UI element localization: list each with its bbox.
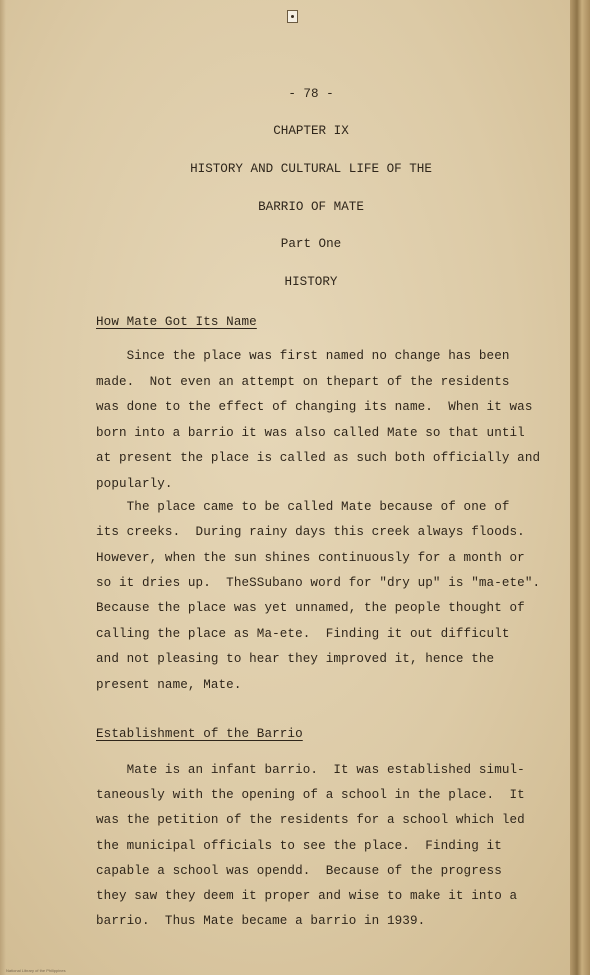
body-line: Mate is an infant barrio. It was established simul- [96,763,525,777]
part-heading: Part One [280,237,342,251]
body-line: was the petition of the residents for a school which led [96,813,525,827]
chapter-title-line-2: BARRIO OF MATE [258,200,364,214]
section-heading: HISTORY [284,275,338,289]
chapter-title-line-1: HISTORY AND CULTURAL LIFE OF THE [190,162,432,176]
body-line: capable a school was opendd. Because of the progress [96,864,502,878]
body-line: they saw they deem it proper and wise to make it into a [96,889,518,903]
body-line: its creeks. During rainy days this creek always floods. [96,525,525,539]
body-line: Since the place was first named no change has been [96,349,510,363]
body-line: However, when the sun shines continuously for a month or [96,551,525,565]
body-line: calling the place as Ma-ete. Finding it out difficult [96,627,510,641]
subheading-name-origin: How Mate Got Its Name [96,315,257,329]
body-line: born into a barrio it was also called Mate so that until [96,426,525,440]
book-spine-edge [570,0,590,975]
body-line: The place came to be called Mate because of one of [96,500,510,514]
body-line: was done to the effect of changing its name. When it was [96,400,533,414]
body-line: present name, Mate. [96,678,242,692]
body-line: at present the place is called as such both officially and [96,451,541,465]
body-line: the municipal officials to see the place. Finding it [96,839,502,853]
body-line: and not pleasing to hear they improved it, hence the [96,652,495,666]
body-line: Because the place was yet unnamed, the people thought of [96,601,525,615]
body-line: so it dries up. TheSSubano word for "dry up" is "ma-ete". [96,576,541,590]
body-line: taneously with the opening of a school in the place. It [96,788,525,802]
subheading-establishment: Establishment of the Barrio [96,727,303,741]
body-line: popularly. [96,477,173,491]
page-left-shadow [0,0,6,975]
body-line: made. Not even an attempt on thepart of the residents [96,375,510,389]
page-marker-tab [287,10,298,23]
chapter-heading: CHAPTER IX [273,124,349,138]
body-line: barrio. Thus Mate became a barrio in 1939. [96,914,426,928]
page-number: - 78 - [288,87,334,101]
footer-credit: National Library of the Philippines [6,968,66,973]
